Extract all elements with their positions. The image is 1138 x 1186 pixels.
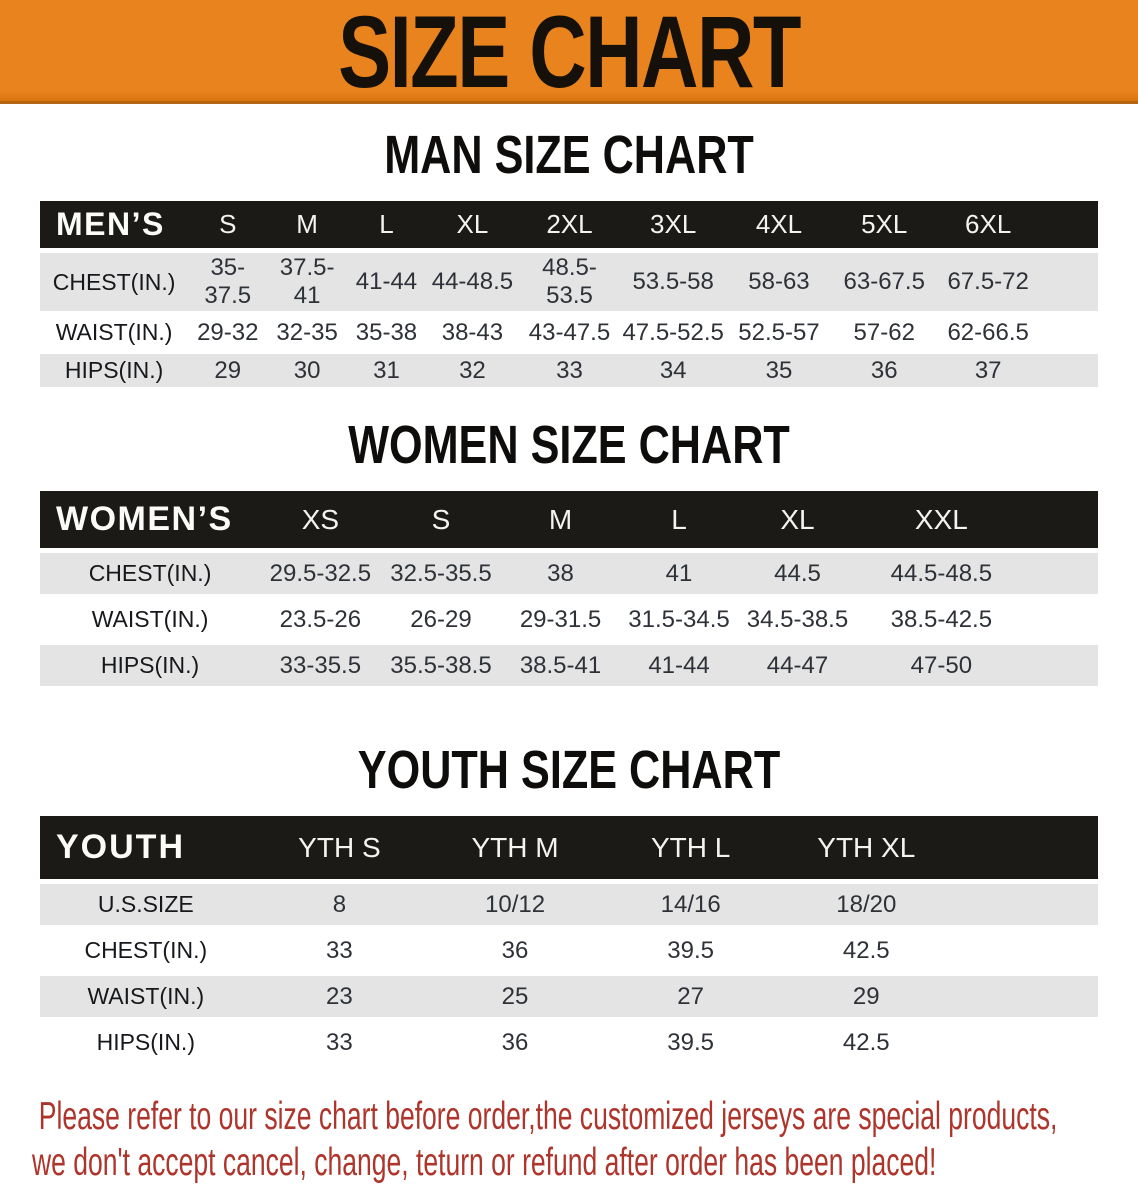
size-value-cell: 58-63 (748, 268, 810, 295)
spacer-cell (954, 1022, 1098, 1063)
spacer-cell (954, 930, 1098, 971)
section-women (0, 415, 1138, 691)
table-row (40, 354, 1098, 387)
size-value-cell: 27 (677, 982, 704, 1010)
table-row (40, 884, 1098, 925)
size-value-cell: 29 (214, 356, 242, 384)
column-header: XL (426, 201, 519, 248)
spacer-cell (1040, 253, 1098, 311)
column-header: S (188, 201, 267, 248)
size-value-cell: 32.5-35.5 (390, 559, 492, 587)
size-value-cell: 8 (332, 890, 347, 918)
youth-header-row (40, 816, 1098, 879)
table-row (40, 645, 1098, 686)
size-value-cell: 52.5-57 (738, 318, 820, 346)
size-value-cell: 41-44 (355, 268, 418, 295)
size-value-cell: 44-47 (766, 651, 829, 679)
women-header-row (40, 491, 1098, 548)
women-section-heading (0, 415, 1138, 475)
row-label: U.S.SIZE (97, 891, 194, 917)
table-row (40, 316, 1098, 349)
men-header-row (40, 201, 1098, 248)
women-section-heading-text: WOMEN SIZE CHART (348, 415, 790, 475)
column-header: YTH M (427, 816, 603, 879)
youth-section-heading (0, 740, 1138, 800)
size-value-cell: 48.5-53.5 (542, 254, 597, 309)
table-row (40, 930, 1098, 971)
size-value-cell: 33 (556, 356, 583, 384)
row-label: WAIST(IN.) (87, 983, 205, 1009)
spacer-cell (954, 884, 1098, 925)
disclaimer-line-1: Please refer to our size chart before order,the customized jerseys are special products, (38, 1095, 1058, 1138)
row-label: HIPS(IN.) (100, 652, 200, 678)
size-value-cell: 10/12 (485, 890, 546, 918)
column-header: XXL (857, 491, 1026, 548)
column-header: M (501, 491, 619, 548)
size-value-cell: 42.5 (842, 1028, 890, 1056)
row-label: CHEST(IN.) (84, 937, 208, 963)
men-section-heading-text: MAN SIZE CHART (384, 125, 754, 185)
size-value-cell: 47.5-52.5 (622, 318, 724, 346)
size-value-cell: 57-62 (853, 318, 915, 346)
size-value-cell: 67.5-72 (947, 268, 1029, 295)
column-header: 5XL (832, 201, 937, 248)
size-value-cell: 38.5-41 (519, 651, 602, 679)
size-value-cell: 38 (547, 559, 574, 587)
spacer-cell (1026, 491, 1098, 548)
size-value-cell: 42.5 (842, 936, 890, 964)
column-header: XS (260, 491, 381, 548)
banner-title: SIZE CHART (338, 0, 800, 109)
size-value-cell: 23.5-26 (279, 605, 362, 633)
table-row (40, 599, 1098, 640)
size-value-cell: 38.5-42.5 (890, 605, 993, 633)
banner (0, 0, 1138, 109)
disclaimer-note (32, 1094, 1138, 1186)
size-value-cell: 14/16 (660, 890, 721, 918)
size-value-cell: 36 (501, 1028, 529, 1056)
size-value-cell: 32 (459, 356, 486, 384)
column-header: S (381, 491, 502, 548)
size-value-cell: 32-35 (276, 318, 338, 346)
size-value-cell: 41 (665, 559, 693, 587)
size-value-cell: 33 (326, 936, 353, 964)
size-value-cell: 33-35.5 (279, 651, 362, 679)
size-value-cell: 63-67.5 (843, 268, 925, 295)
column-header: YTH S (252, 816, 428, 879)
youth-size-table (40, 811, 1098, 1068)
size-value-cell: 62-66.5 (947, 318, 1029, 346)
row-label: CHEST(IN.) (52, 268, 176, 295)
size-value-cell: 43-47.5 (528, 318, 611, 346)
youth-section-heading-text: YOUTH SIZE CHART (357, 740, 781, 800)
row-label: WAIST(IN.) (91, 606, 209, 632)
women-size-table (40, 486, 1098, 691)
size-value-cell: 31 (373, 356, 400, 384)
column-header: YTH XL (778, 816, 954, 879)
disclaimer-line-2: we don't accept cancel, change, teturn or refund after order has been placed! (32, 1141, 937, 1184)
men-section-heading (0, 125, 1138, 185)
section-youth (0, 740, 1138, 1068)
size-value-cell: 36 (870, 356, 898, 384)
size-value-cell: 26-29 (410, 605, 472, 633)
size-value-cell: 29-32 (197, 318, 259, 346)
table-row (40, 553, 1098, 594)
column-header: YTH L (603, 816, 779, 879)
spacer-cell (1040, 316, 1098, 349)
size-value-cell: 29 (852, 982, 880, 1010)
size-value-cell: 44.5-48.5 (890, 559, 993, 587)
size-value-cell: 37 (974, 356, 1002, 384)
youth-header-label: YOUTH (40, 816, 252, 879)
size-value-cell: 36 (501, 936, 529, 964)
size-value-cell: 25 (501, 982, 529, 1010)
spacer-cell (954, 976, 1098, 1017)
row-label: CHEST(IN.) (88, 560, 212, 586)
size-value-cell: 47-50 (910, 651, 973, 679)
women-header-label: WOMEN’S (40, 491, 260, 548)
column-header: 2XL (519, 201, 621, 248)
size-value-cell: 37.5-41 (279, 254, 335, 309)
spacer-cell (1040, 354, 1098, 387)
men-header-label: MEN’S (40, 201, 188, 248)
size-value-cell: 39.5 (667, 1028, 715, 1056)
column-header: 4XL (726, 201, 832, 248)
size-value-cell: 34 (659, 356, 687, 384)
size-value-cell: 33 (326, 1028, 353, 1056)
column-header: 3XL (620, 201, 726, 248)
size-value-cell: 38-43 (441, 318, 504, 346)
size-value-cell: 53.5-58 (632, 268, 714, 295)
row-label: HIPS(IN.) (96, 1029, 195, 1055)
spacer-cell (954, 816, 1098, 879)
size-value-cell: 35 (765, 356, 793, 384)
table-row (40, 1022, 1098, 1063)
table-row (40, 253, 1098, 311)
column-header: M (267, 201, 346, 248)
spacer-cell (1026, 645, 1098, 686)
size-value-cell: 31.5-34.5 (628, 605, 730, 633)
column-header: L (620, 491, 738, 548)
spacer-cell (1026, 599, 1098, 640)
row-label: WAIST(IN.) (55, 319, 173, 345)
spacer-cell (1040, 201, 1098, 248)
size-value-cell: 34.5-38.5 (746, 605, 849, 633)
size-value-cell: 23 (326, 982, 353, 1010)
column-header: 6XL (937, 201, 1040, 248)
size-value-cell: 41-44 (648, 651, 710, 679)
table-row (40, 976, 1098, 1017)
men-size-table (40, 196, 1098, 392)
size-value-cell: 44-48.5 (431, 268, 514, 295)
size-value-cell: 29.5-32.5 (269, 559, 372, 587)
size-value-cell: 29-31.5 (519, 605, 602, 633)
spacer-cell (1026, 553, 1098, 594)
section-men (0, 125, 1138, 392)
size-value-cell: 35.5-38.5 (390, 651, 492, 679)
size-value-cell: 35-38 (355, 318, 418, 346)
size-value-cell: 39.5 (667, 936, 715, 964)
row-label: HIPS(IN.) (64, 357, 164, 383)
size-value-cell: 30 (293, 356, 321, 384)
column-header: L (347, 201, 426, 248)
size-value-cell: 18/20 (836, 890, 897, 918)
size-value-cell: 35-37.5 (204, 254, 252, 309)
size-value-cell: 44.5 (774, 559, 821, 587)
column-header: XL (738, 491, 856, 548)
